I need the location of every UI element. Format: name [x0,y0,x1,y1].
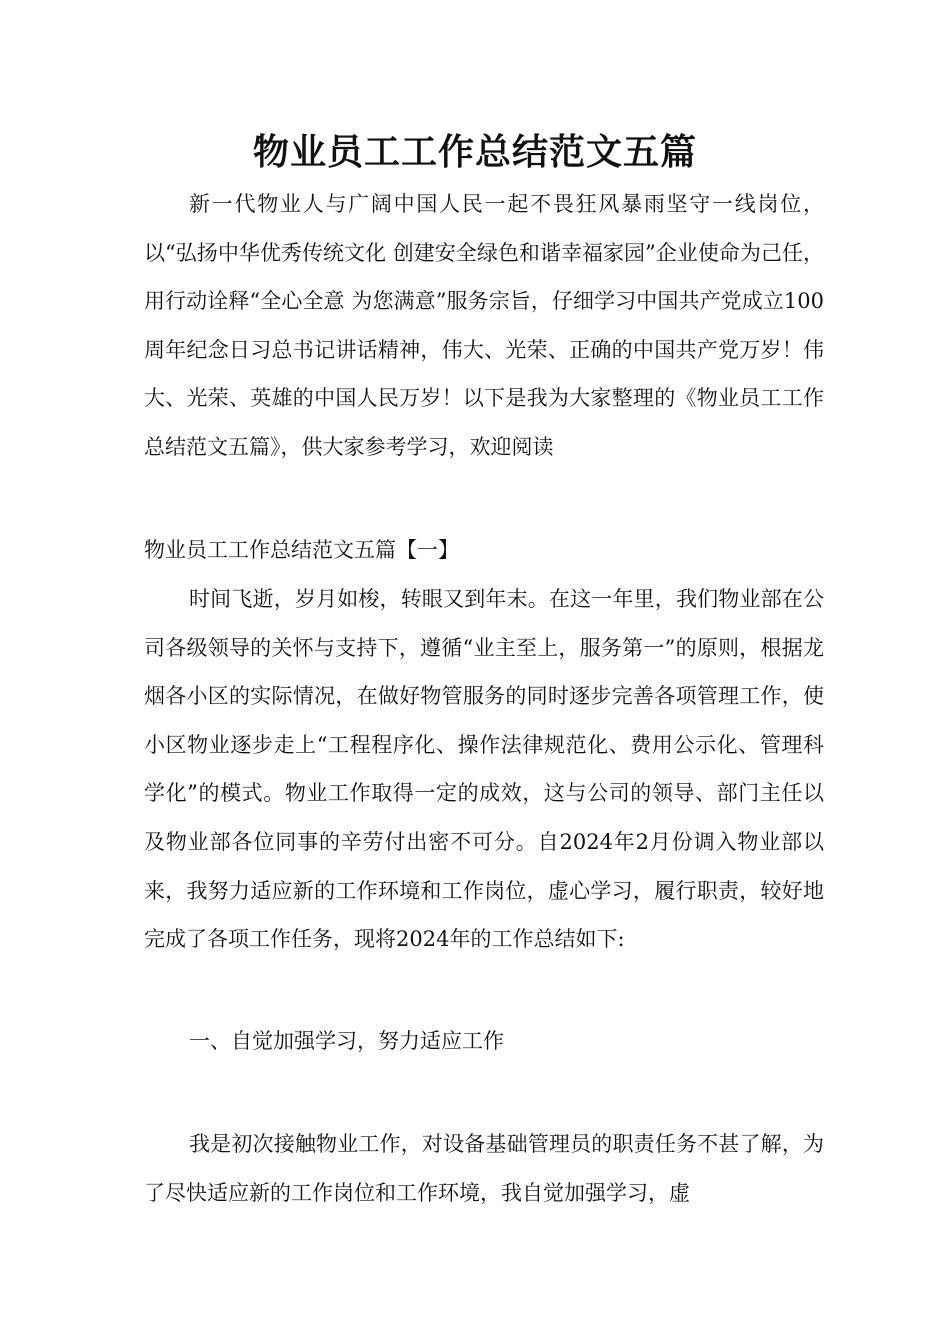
body-paragraph-1: 时间飞逝，岁月如梭，转眼又到年末。在这一年里，我们物业部在公司各级领导的关怀与支持下，遵循“业主至上，服务第一”的原则，根据龙烟各小区的实际情况，在做好物管服务的同时逐步完善各项管理工作，使小区物业逐步走上“工程程序化、操作法律规范化、费用公示化、管理科学化”的模式。物业工作取得一定的成效，这与公司的领导、部门主任以及物业部各位同事的辛劳付出密不可分。自2024年2月份调入物业部以来，我努力适应新的工作环境和工作岗位，虚心学习，履行职责，较好地完成了各项工作任务，现将2024年的工作总结如下: [144,587,824,952]
intro-paragraph: 新一代物业人与广阔中国人民一起不畏狂风暴雨坚守一线岗位，以“弘扬中华优秀传统文化 创建安全绿色和谐幸福家园”企业使命为己任，用行动诠释“全心全意 为您满意”服务宗旨，仔细学习中国共产党成立100周年纪念日习总书记讲话精神，伟大、光荣、正确的中国共产党万岁！伟大、光荣、英雄的中国人民万岁！以下是我为大家整理的《物业员工工作总结范文五篇》，供大家参考学习，欢迎阅读 [144,192,824,459]
document-title: 物业员工工作总结范文五篇 [252,131,697,173]
body-paragraph-2: 我是初次接触物业工作，对设备基础管理员的职责任务不甚了解，为了尽快适应新的工作岗位和工作环境，我自觉加强学习，虚 [144,1132,824,1205]
subheading-1: 一、自觉加强学习，努力适应工作 [189,1029,504,1053]
section-heading: 物业员工工作总结范文五篇【一】 [144,538,459,562]
